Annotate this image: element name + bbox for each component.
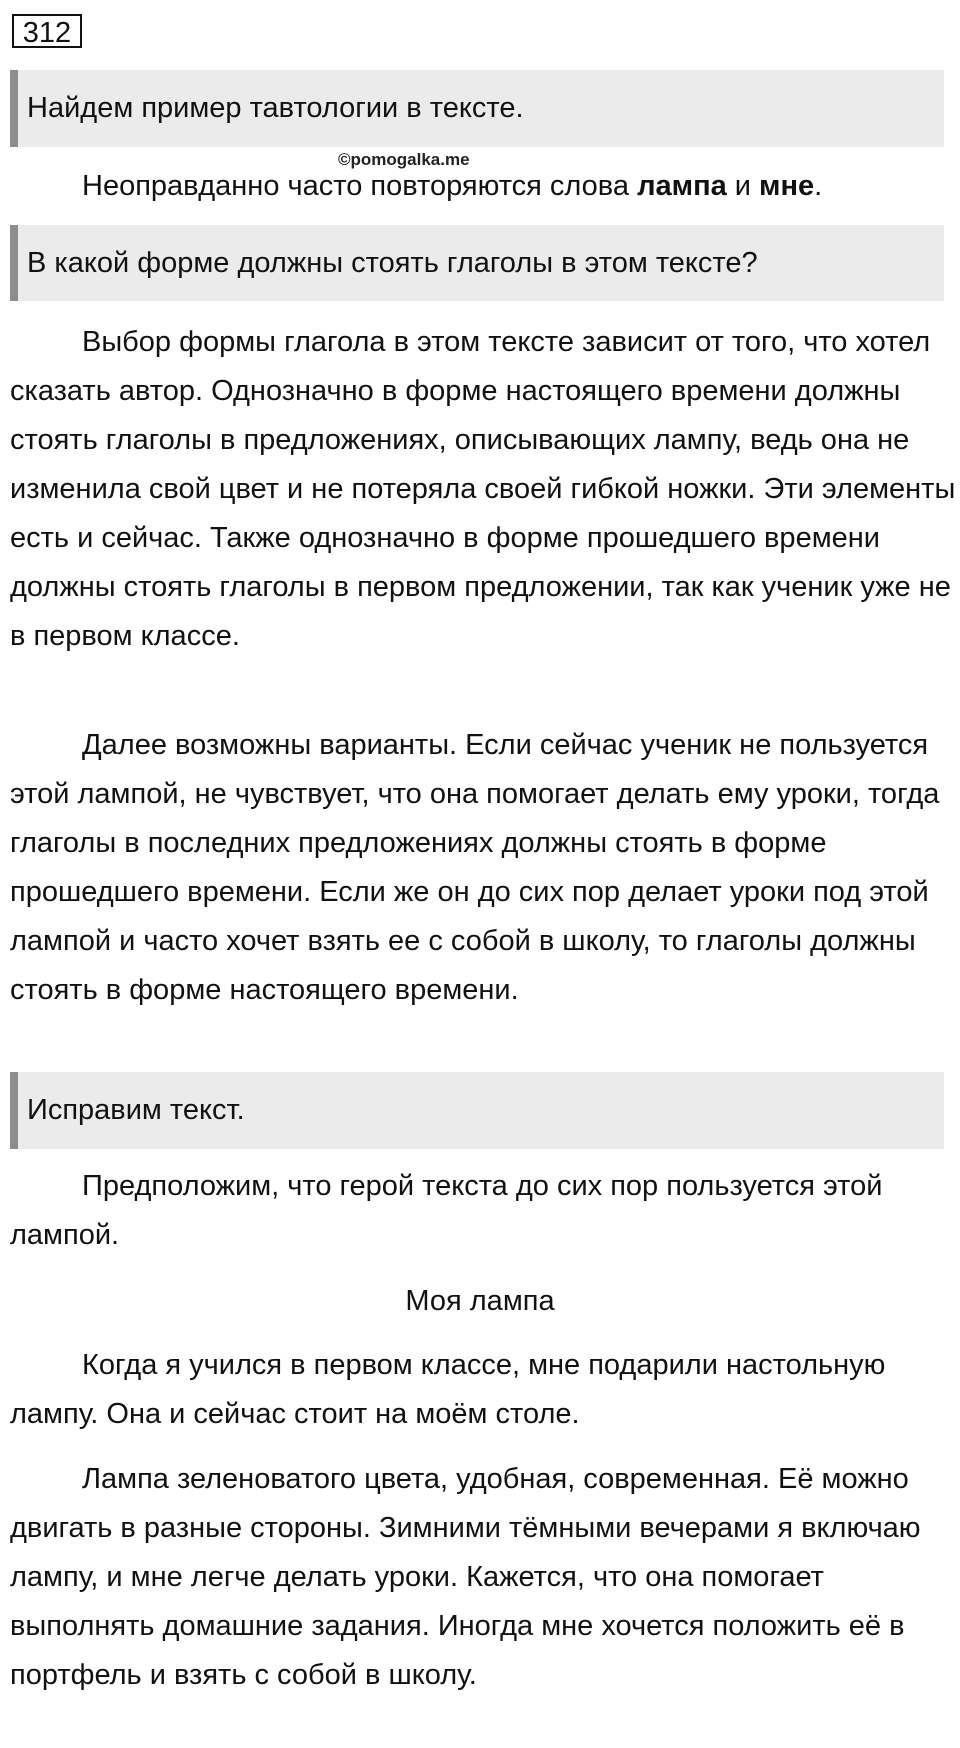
answer-text: Неоправданно часто повторяются слова (82, 170, 638, 202)
period: . (814, 170, 823, 202)
bold-word-lampa: лампа (637, 170, 727, 202)
story-paragraph-2: Лампа зеленоватого цвета, удобная, современная. Её можно двигать в разные стороны. Зимними тёмными вечерами я включаю лампу, и мне легче делать уроки. Кажется, что она помогает выполнять домашние задания. Иногда мне хочется положить её в портфель и взять с собой в школу. (10, 1463, 921, 1691)
connector-text: и (726, 170, 760, 202)
question-heading-tautology (10, 70, 944, 147)
story-paragraph-1: Когда я учился в первом классе, мне подарили настольную лампу. Она и сейчас стоит на моём столе. (10, 1349, 886, 1430)
question-text: Исправим текст. (27, 1094, 245, 1126)
question-text: Найдем пример тавтологии в тексте. (27, 92, 524, 124)
question-text: В какой форме должны стоять глаголы в этом тексте? (27, 246, 758, 279)
answer-paragraph-2: Далее возможны варианты. Если сейчас ученик не пользуется этой лампой, не чувствует, что она помогает делать ему уроки, тогда глаголы в последних предложениях должны стоять в форме прошедшего времени. Если же он до сих пор делает уроки под этой лампой и часто хочет взять ее с собой в школу, то глаголы должны стоять в форме настоящего времени. (10, 729, 940, 1006)
intro-paragraph: Предположим, что герой текста до сих пор пользуется этой лампой. (10, 1170, 883, 1251)
bold-word-mne: мне (759, 170, 815, 202)
question-heading-verb-form (10, 225, 944, 301)
question-heading-fix-text (10, 1072, 944, 1149)
task-number: 312 (12, 14, 82, 48)
story-title: Моя лампа (405, 1285, 555, 1317)
answer-tautology (10, 162, 958, 211)
watermark: ©pomogalka.me (338, 150, 470, 169)
answer-paragraph-1: Выбор формы глагола в этом тексте зависит от того, что хотел сказать автор. Однозначно в форме настоящего времени должны стоять глаголы в предложениях, описывающих лампу, ведь она не изменила свой цвет и не потеряла своей гибкой ножки. Эти элементы есть и сейчас. Также однозначно в форме прошедшего времени должны стоять глаголы в первом предложении, так как ученик уже не в первом классе. (10, 326, 956, 652)
